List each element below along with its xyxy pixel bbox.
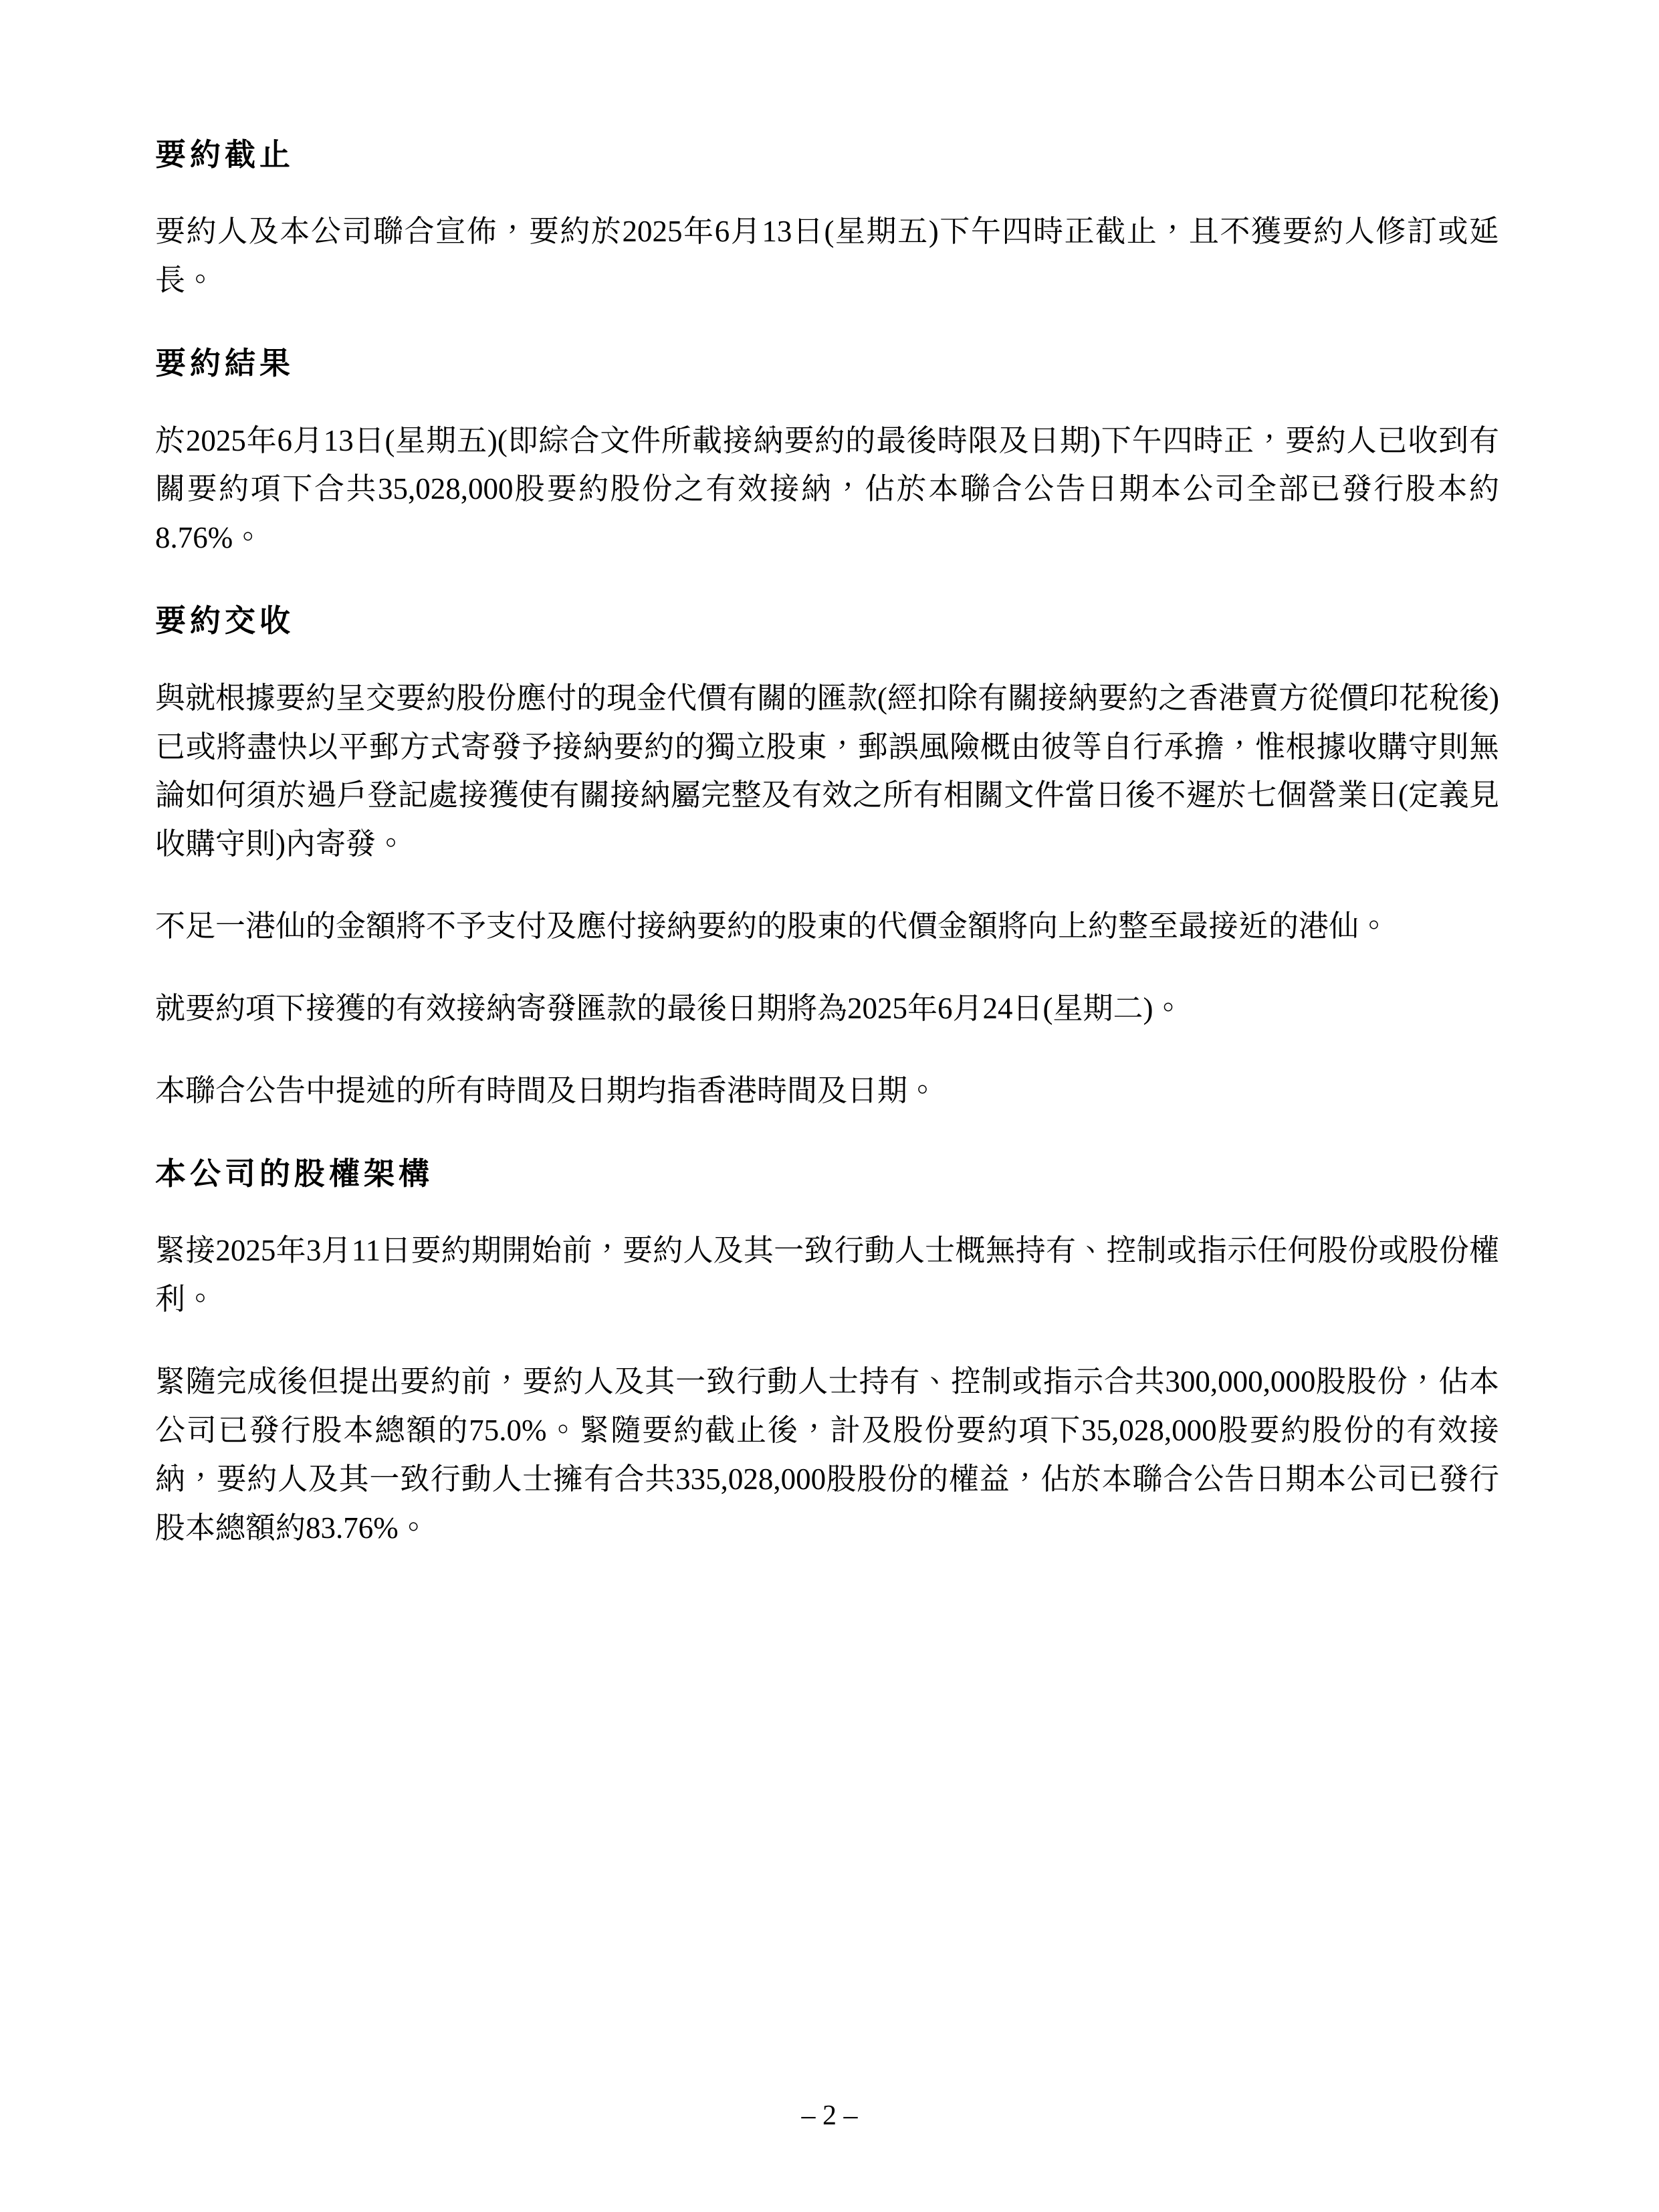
spacer bbox=[155, 562, 1499, 600]
paragraph-settlement-2: 不足一港仙的金額將不予支付及應付接納要約的股東的代價金額將向上約整至最接近的港仙。 bbox=[155, 909, 1390, 944]
spacer bbox=[155, 869, 1499, 902]
spacer bbox=[155, 1115, 1499, 1153]
paragraph-settlement-1: 與就根據要約呈交要約股份應付的現金代價有關的匯款(經扣除有關接納要約之香港賣方從價印花稅後)已或將盡快以平郵方式寄發予接納要約的獨立股東，郵誤風險概由彼等自行承擔，惟根據收購守則無論如何須於過戶登記處接獲使有關接納屬完整及有效之所有相關文件當日後不遲於七個營業日(定義見收購守則)內寄發。 bbox=[155, 681, 1499, 861]
section-heading-offer-results: 要約結果 bbox=[155, 346, 294, 381]
spacer bbox=[155, 643, 1499, 674]
paragraph-shareholding-1: 緊接2025年3月11日要約期開始前，要約人及其一致行動人士概無持有、控制或指示任何股份或股份權利。 bbox=[155, 1234, 1499, 1317]
spacer bbox=[155, 1196, 1499, 1226]
paragraph-shareholding-2: 緊隨完成後但提出要約前，要約人及其一致行動人士持有、控制或指示合共300,000,000股股份，佔本公司已發行股本總額的75.0%。緊隨要約截止後，計及股份要約項下35,028,000股要約股份的有效接納，要約人及其一致行動人士擁有合共335,028,000股股份的權益，佔於本聯合公告日期本公司已發行股本總額約83.76%。 bbox=[155, 1365, 1499, 1545]
spacer bbox=[155, 1324, 1499, 1357]
section-heading-offer-close: 要約截止 bbox=[155, 138, 294, 172]
spacer bbox=[155, 1033, 1499, 1067]
page-number: – 2 – bbox=[801, 2100, 858, 2131]
paragraph-offer-close-1: 要約人及本公司聯合宣佈，要約於2025年6月13日(星期五)下午四時正截止，且不獲要約人修訂或延長。 bbox=[155, 215, 1499, 298]
spacer bbox=[155, 386, 1499, 417]
spacer bbox=[155, 305, 1499, 342]
section-heading-settlement: 要約交收 bbox=[155, 604, 294, 639]
paragraph-settlement-3: 就要約項下接獲的有效接納寄發匯款的最後日期將為2025年6月24日(星期二)。 bbox=[155, 992, 1184, 1026]
paragraph-settlement-4: 本聯合公告中提述的所有時間及日期均指香港時間及日期。 bbox=[155, 1073, 938, 1107]
spacer bbox=[155, 177, 1499, 207]
paragraph-offer-results-1: 於2025年6月13日(星期五)(即綜合文件所載接納要約的最後時限及日期)下午四時正，要約人已收到有關要約項下合共35,028,000股要約股份之有效接納，佔於本聯合公告日期本公司全部已發行股本約8.76%。 bbox=[155, 423, 1499, 555]
section-heading-shareholding-structure: 本公司的股權架構 bbox=[155, 1156, 433, 1191]
page-content bbox=[155, 134, 1499, 1553]
spacer bbox=[155, 951, 1499, 984]
